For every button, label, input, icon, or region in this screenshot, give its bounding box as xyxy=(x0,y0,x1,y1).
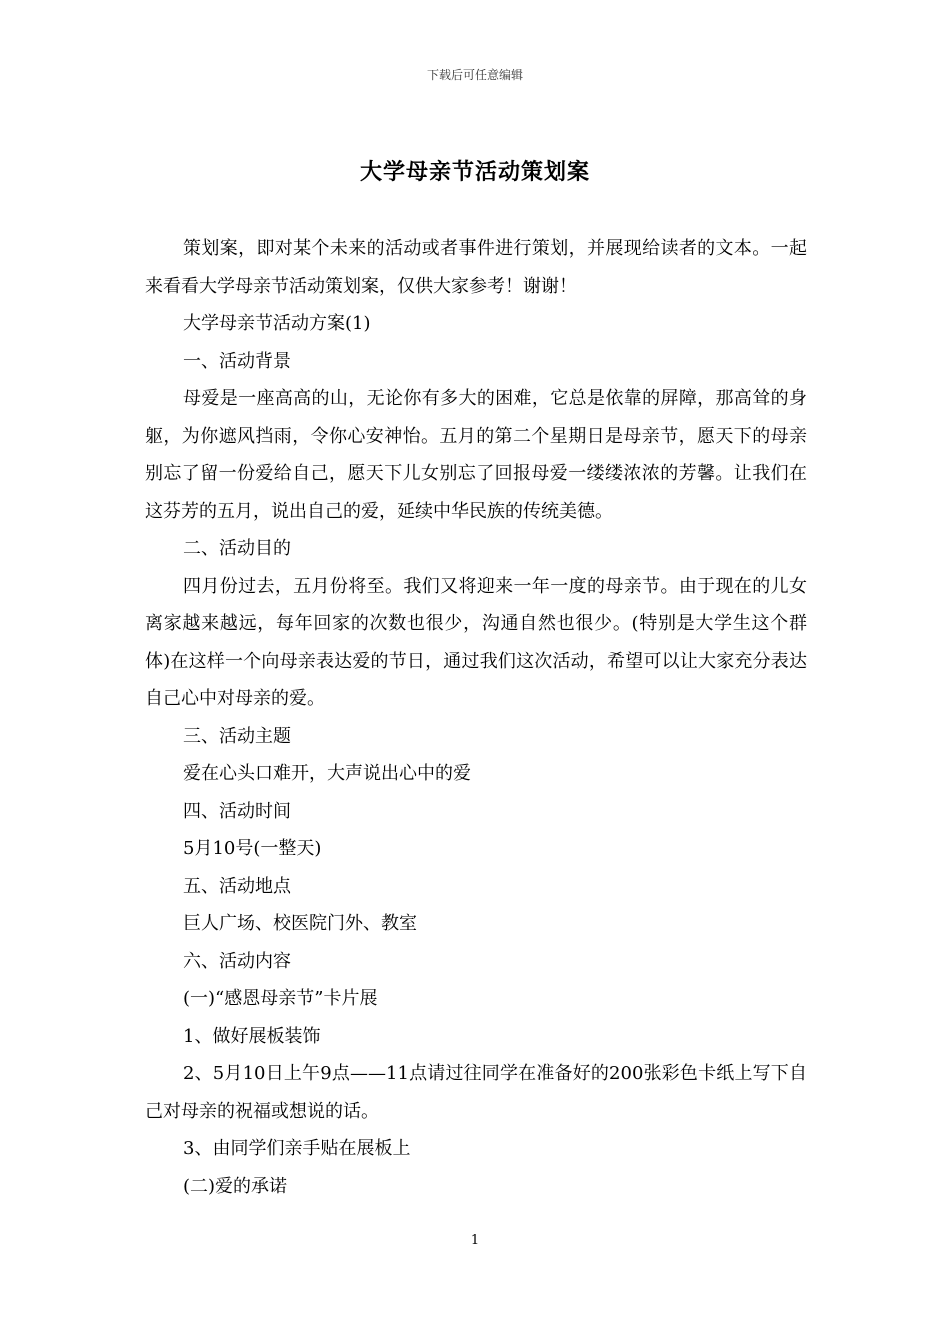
paragraph-theme: 爱在心头口难开，大声说出心中的爱 xyxy=(183,763,471,784)
subsection-card-exhibition: (一)“感恩母亲节”卡片展 xyxy=(183,988,378,1009)
page-header-note: 下载后可任意编辑 xyxy=(426,68,523,82)
subsection-love-promise: (二)爱的承诺 xyxy=(183,1175,288,1197)
list-item-3: 3、由同学们亲手贴在展板上 xyxy=(183,1138,411,1159)
paragraph-plan-heading: 大学母亲节活动方案(1) xyxy=(183,313,371,334)
section-heading-time: 四、活动时间 xyxy=(183,800,291,822)
paragraph-intro: 策划案，即对某个未来的活动或者事件进行策划，并展现给读者的文本。一起来看看大学母亲节活动策划案，仅供大家参考！谢谢！ xyxy=(145,238,807,297)
section-heading-content: 六、活动内容 xyxy=(183,950,291,972)
page-number: 1 xyxy=(470,1233,480,1248)
section-heading-purpose: 二、活动目的 xyxy=(183,538,291,559)
document-body xyxy=(145,230,807,1205)
list-item-2: 2、5月10日上午9点——11点请过往同学在准备好的200张彩色卡纸上写下自己对母亲的祝福或想说的话。 xyxy=(145,1063,807,1122)
paragraph-location: 巨人广场、校医院门外、教室 xyxy=(183,913,417,934)
list-item-1: 1、做好展板装饰 xyxy=(183,1025,321,1047)
document-title: 大学母亲节活动策划案 xyxy=(359,159,590,185)
section-heading-location: 五、活动地点 xyxy=(183,875,291,897)
section-heading-theme: 三、活动主题 xyxy=(183,725,291,747)
paragraph-background: 母爱是一座高高的山，无论你有多大的困难，它总是依靠的屏障，那高耸的身躯，为你遮风挡雨，令你心安神怡。五月的第二个星期日是母亲节，愿天下的母亲别忘了留一份爱给自己，愿天下儿女别忘了回报母爱一缕缕浓浓的芳馨。让我们在这芬芳的五月，说出自己的爱，延续中华民族的传统美德。 xyxy=(145,388,807,522)
section-heading-background: 一、活动背景 xyxy=(183,350,291,372)
paragraph-time: 5月10号(一整天) xyxy=(183,838,322,859)
paragraph-purpose: 四月份过去，五月份将至。我们又将迎来一年一度的母亲节。由于现在的儿女离家越来越远，每年回家的次数也很少，沟通自然也很少。(特别是大学生这个群体)在这样一个向母亲表达爱的节日，通过我们这次活动，希望可以让大家充分表达自己心中对母亲的爱。 xyxy=(145,575,807,709)
